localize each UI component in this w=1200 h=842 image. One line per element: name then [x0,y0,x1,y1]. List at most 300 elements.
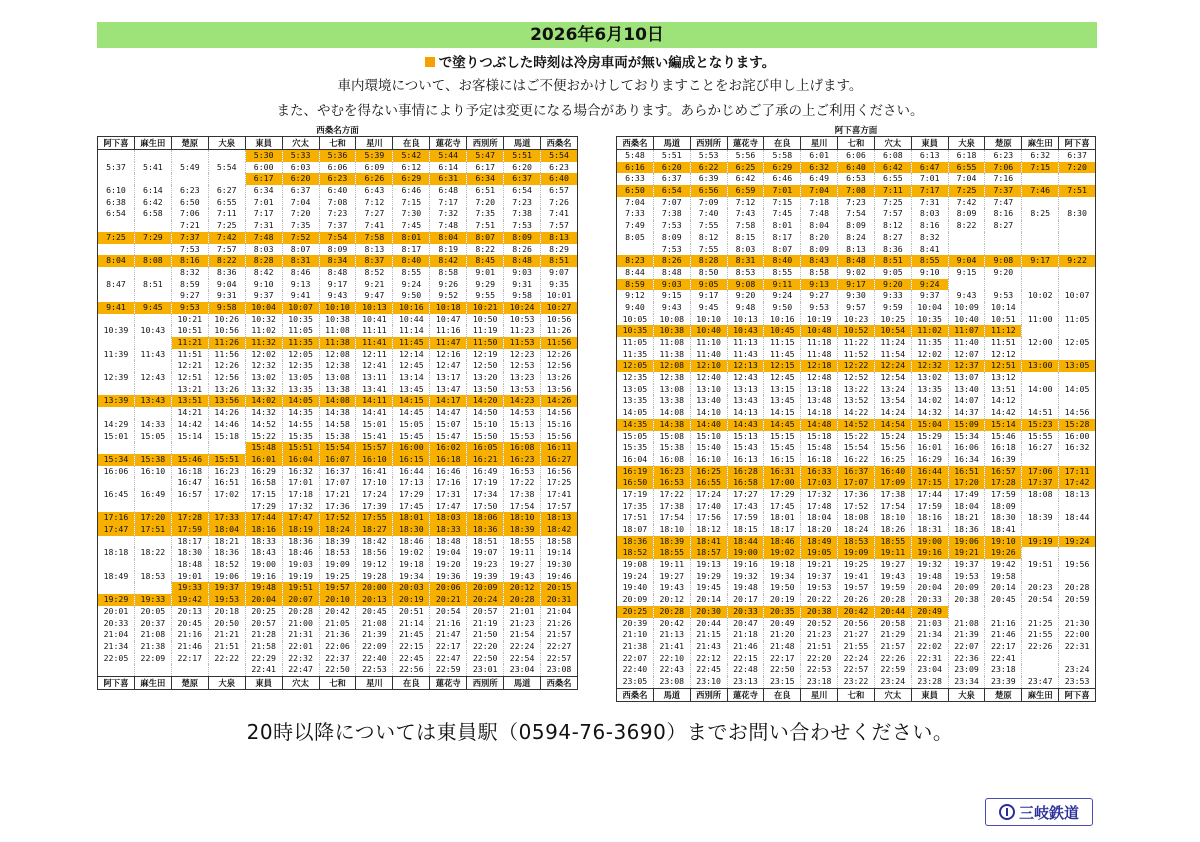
departure-time: 6:14 [134,185,171,197]
departure-time: 23:08 [541,664,578,676]
departure-time: 19:46 [541,571,578,583]
departure-time: 15:07 [430,419,467,431]
departure-time: 20:10 [319,594,356,606]
station-header: 蓮花寺 [727,688,764,701]
departure-time: 15:50 [467,431,504,443]
train-row [98,629,578,641]
departure-time: 20:25 [617,606,654,618]
departure-time: 15:45 [764,442,801,454]
departure-time: 17:28 [171,512,208,524]
departure-time: 22:17 [171,653,208,665]
departure-time: 14:12 [985,395,1022,407]
departure-time: 18:49 [98,571,135,583]
departure-time: 17:02 [208,489,245,501]
departure-time: 14:08 [653,407,690,419]
departure-time: 9:21 [356,279,393,291]
departure-time [98,559,135,571]
departure-time: 7:25 [948,185,985,197]
departure-time [1022,232,1059,244]
departure-time: 7:55 [690,220,727,232]
departure-time: 12:41 [356,360,393,372]
station-header: 東員 [911,688,948,701]
departure-time: 5:58 [764,150,801,162]
departure-time: 8:03 [911,208,948,220]
departure-time: 16:51 [208,477,245,489]
departure-time: 19:16 [911,547,948,559]
departure-time: 14:45 [393,407,430,419]
departure-time: 7:35 [467,208,504,220]
station-header-row [617,137,1096,150]
departure-time [98,173,135,185]
departure-time: 10:04 [245,302,282,314]
departure-time: 6:12 [393,162,430,174]
departure-time: 6:54 [653,185,690,197]
departure-time: 19:59 [874,582,911,594]
departure-time [134,477,171,489]
departure-time: 7:53 [504,220,541,232]
departure-time: 7:07 [653,197,690,209]
departure-time: 8:48 [838,255,875,267]
departure-time: 13:08 [653,384,690,396]
eastbound-timetable [616,136,1096,702]
departure-time: 17:28 [985,477,1022,489]
departure-time: 23:24 [1059,664,1096,676]
departure-time: 12:23 [504,349,541,361]
departure-time: 21:45 [393,629,430,641]
departure-time [1059,302,1096,314]
departure-time: 10:04 [911,302,948,314]
departure-time: 21:55 [1022,629,1059,641]
departure-time: 21:58 [245,641,282,653]
departure-time: 7:57 [874,208,911,220]
departure-time: 18:18 [98,547,135,559]
departure-time: 9:43 [319,290,356,302]
train-row [617,536,1096,548]
departure-time: 13:48 [801,395,838,407]
departure-time: 19:00 [245,559,282,571]
departure-time: 6:47 [911,162,948,174]
departure-time: 12:53 [504,360,541,372]
departure-time: 12:19 [467,349,504,361]
departure-time: 22:06 [319,641,356,653]
departure-time: 7:54 [838,208,875,220]
departure-time: 16:08 [653,454,690,466]
departure-time: 8:58 [430,267,467,279]
departure-time: 10:02 [1022,290,1059,302]
departure-time: 21:57 [541,629,578,641]
departure-time [208,150,245,162]
departure-time: 12:45 [764,372,801,384]
departure-time: 6:29 [393,173,430,185]
departure-time [134,536,171,548]
departure-time: 6:48 [430,185,467,197]
departure-time: 7:25 [874,197,911,209]
departure-time: 22:48 [727,664,764,676]
departure-time: 15:41 [356,431,393,443]
departure-time: 19:01 [171,571,208,583]
departure-time: 10:27 [541,302,578,314]
departure-time: 6:53 [838,173,875,185]
train-row [98,162,578,174]
departure-time: 13:38 [653,395,690,407]
departure-time: 11:16 [430,325,467,337]
departure-time: 15:54 [319,442,356,454]
departure-time: 6:01 [801,150,838,162]
departure-time: 14:55 [282,419,319,431]
departure-time: 8:34 [319,255,356,267]
departure-time: 7:41 [541,208,578,220]
departure-time [208,664,245,676]
departure-time: 8:28 [245,255,282,267]
departure-time: 7:16 [985,173,1022,185]
departure-time: 11:05 [617,337,654,349]
departure-time: 19:16 [245,571,282,583]
departure-time: 21:30 [1059,618,1096,630]
departure-time: 22:53 [356,664,393,676]
train-row [617,197,1096,209]
departure-time: 9:50 [764,302,801,314]
departure-time: 14:15 [764,407,801,419]
departure-time: 11:35 [282,337,319,349]
departure-time: 13:08 [319,372,356,384]
departure-time: 11:38 [653,349,690,361]
departure-time [98,267,135,279]
departure-time: 20:17 [727,594,764,606]
departure-time: 13:51 [985,384,1022,396]
departure-time: 6:27 [208,185,245,197]
departure-time: 18:52 [208,559,245,571]
departure-time: 22:36 [948,653,985,665]
departure-time [1022,524,1059,536]
departure-time: 8:04 [98,255,135,267]
departure-time [98,314,135,326]
departure-time: 6:40 [838,162,875,174]
departure-time: 18:30 [393,524,430,536]
departure-time: 9:30 [838,290,875,302]
departure-time: 19:06 [208,571,245,583]
departure-time: 21:57 [874,641,911,653]
departure-time: 17:18 [282,489,319,501]
departure-time: 12:51 [985,360,1022,372]
departure-time: 20:03 [393,582,430,594]
departure-time: 17:48 [801,501,838,513]
departure-time: 22:15 [393,641,430,653]
departure-time [985,606,1022,618]
company-logo-text: 三岐鉄道 [1018,803,1079,822]
train-row [617,641,1096,653]
departure-time [985,232,1022,244]
departure-time: 17:50 [467,501,504,513]
departure-time: 15:51 [208,454,245,466]
departure-time: 23:09 [948,664,985,676]
departure-time [1022,197,1059,209]
departure-time: 8:12 [874,220,911,232]
train-row [98,653,578,665]
departure-time: 6:29 [764,162,801,174]
departure-time: 17:51 [134,524,171,536]
departure-time: 20:33 [98,618,135,630]
departure-time: 11:48 [801,349,838,361]
departure-time: 14:23 [504,395,541,407]
train-row [98,454,578,466]
station-header: 穴太 [874,688,911,701]
departure-time: 19:33 [134,594,171,606]
departure-time: 17:52 [838,501,875,513]
station-header: 星川 [356,137,393,150]
departure-time: 9:04 [208,279,245,291]
company-logo-icon [999,804,1015,820]
departure-time: 11:26 [208,337,245,349]
departure-time: 8:07 [467,232,504,244]
departure-time: 19:05 [801,547,838,559]
departure-time: 14:41 [356,407,393,419]
departure-time: 10:19 [801,314,838,326]
departure-time: 6:17 [467,162,504,174]
departure-time: 16:55 [690,477,727,489]
departure-time: 23:28 [911,676,948,688]
departure-time: 19:29 [98,594,135,606]
departure-time: 5:39 [356,150,393,162]
departure-time: 7:21 [171,220,208,232]
departure-time: 18:12 [690,524,727,536]
departure-time: 15:34 [98,454,135,466]
train-row [617,185,1096,197]
train-row [617,220,1096,232]
departure-time: 18:16 [911,512,948,524]
departure-time: 9:24 [764,290,801,302]
departure-time: 9:03 [504,267,541,279]
departure-time: 9:15 [948,267,985,279]
departure-time [1022,653,1059,665]
departure-time: 19:58 [985,571,1022,583]
departure-time: 14:35 [282,407,319,419]
departure-time: 20:01 [98,606,135,618]
departure-time: 11:52 [838,349,875,361]
departure-time: 17:45 [393,501,430,513]
departure-time [1022,571,1059,583]
departure-time: 20:52 [801,618,838,630]
departure-time: 7:15 [393,197,430,209]
train-row [617,279,1096,291]
departure-time: 9:31 [504,279,541,291]
train-row [98,290,578,302]
departure-time: 16:25 [690,466,727,478]
departure-time: 12:18 [801,360,838,372]
departure-time: 8:07 [764,244,801,256]
departure-time: 19:27 [653,571,690,583]
departure-time: 19:37 [208,582,245,594]
departure-time: 17:49 [948,489,985,501]
departure-time: 12:54 [874,372,911,384]
departure-time: 8:12 [690,232,727,244]
departure-time: 6:32 [1022,150,1059,162]
departure-time [208,501,245,513]
train-row [617,524,1096,536]
departure-time [98,477,135,489]
departure-time: 22:50 [467,653,504,665]
departure-time: 18:48 [171,559,208,571]
departure-time [98,244,135,256]
departure-time: 11:39 [98,349,135,361]
departure-time: 7:20 [1059,162,1096,174]
departure-time: 9:43 [948,290,985,302]
departure-time: 22:57 [838,664,875,676]
departure-time: 5:36 [319,150,356,162]
departure-time: 22:57 [541,653,578,665]
departure-time: 9:41 [98,302,135,314]
departure-time: 16:28 [727,466,764,478]
departure-time: 17:32 [801,489,838,501]
departure-time: 7:38 [653,208,690,220]
departure-time: 9:10 [245,279,282,291]
departure-time: 9:47 [356,290,393,302]
departure-time [1022,220,1059,232]
departure-time: 5:49 [171,162,208,174]
departure-time: 8:27 [874,232,911,244]
train-row [98,547,578,559]
departure-time: 15:23 [1022,419,1059,431]
departure-time: 18:44 [1059,512,1096,524]
departure-time: 19:00 [727,547,764,559]
departure-time: 9:57 [838,302,875,314]
departure-time: 13:11 [356,372,393,384]
departure-time: 20:19 [393,594,430,606]
departure-time: 9:12 [617,290,654,302]
departure-time: 16:32 [282,466,319,478]
departure-time: 6:10 [98,185,135,197]
station-header: 阿下喜 [1059,688,1096,701]
departure-time: 17:09 [874,477,911,489]
departure-time: 20:18 [208,606,245,618]
departure-time: 16:19 [617,466,654,478]
station-footer-row [98,676,578,689]
departure-time: 10:10 [690,314,727,326]
departure-time: 12:52 [838,372,875,384]
departure-time: 17:37 [1022,477,1059,489]
departure-time: 10:50 [467,314,504,326]
departure-time: 7:04 [282,197,319,209]
departure-time [1059,547,1096,559]
departure-time: 7:48 [430,220,467,232]
departure-time: 21:14 [393,618,430,630]
train-row [98,395,578,407]
station-header: 楚原 [171,137,208,150]
departure-time: 20:54 [1022,594,1059,606]
departure-time: 20:42 [838,606,875,618]
departure-time: 8:41 [911,244,948,256]
departure-time: 7:09 [690,197,727,209]
departure-time: 7:37 [171,232,208,244]
departure-time [1022,395,1059,407]
departure-time: 18:46 [282,547,319,559]
train-row [98,524,578,536]
departure-time: 22:47 [282,664,319,676]
departure-time: 21:05 [319,618,356,630]
station-header: 西別所 [690,688,727,701]
departure-time: 6:46 [764,173,801,185]
departure-time: 17:00 [764,477,801,489]
departure-time: 10:51 [171,325,208,337]
departure-time: 12:24 [874,360,911,372]
departure-time: 21:25 [1022,618,1059,630]
departure-time: 11:54 [874,349,911,361]
departure-time: 10:21 [467,302,504,314]
departure-time: 11:10 [690,337,727,349]
departure-time [134,244,171,256]
departure-time: 20:28 [653,606,690,618]
departure-time: 5:51 [653,150,690,162]
departure-time: 7:51 [1059,185,1096,197]
departure-time [1022,279,1059,291]
departure-time: 8:44 [617,267,654,279]
train-row [98,466,578,478]
departure-time: 17:41 [541,489,578,501]
departure-time: 7:33 [617,208,654,220]
departure-time: 10:05 [617,314,654,326]
departure-time: 7:23 [504,197,541,209]
departure-time: 12:39 [98,372,135,384]
train-row [617,244,1096,256]
departure-time: 8:22 [948,220,985,232]
departure-time: 10:32 [245,314,282,326]
departure-time: 6:33 [617,173,654,185]
departure-time: 16:39 [985,454,1022,466]
departure-time: 10:48 [801,325,838,337]
departure-time: 16:27 [1022,442,1059,454]
departure-time [98,664,135,676]
departure-time: 6:58 [134,208,171,220]
departure-time: 18:04 [948,501,985,513]
departure-time: 14:51 [1022,407,1059,419]
departure-time: 20:59 [1059,594,1096,606]
departure-time: 11:07 [948,325,985,337]
departure-time: 22:50 [764,664,801,676]
departure-time: 12:05 [282,349,319,361]
departure-time: 19:42 [171,594,208,606]
departure-time: 22:53 [801,664,838,676]
departure-time: 10:09 [948,302,985,314]
departure-time: 17:13 [393,477,430,489]
departure-time [1059,372,1096,384]
train-row [98,664,578,676]
departure-time: 9:17 [838,279,875,291]
departure-time: 8:17 [393,244,430,256]
train-row [617,208,1096,220]
departure-time: 6:42 [134,197,171,209]
departure-time: 10:40 [690,325,727,337]
departure-time: 19:11 [504,547,541,559]
departure-time: 9:53 [801,302,838,314]
departure-time: 6:49 [801,173,838,185]
departure-time [134,582,171,594]
departure-time: 14:45 [764,419,801,431]
departure-time: 10:01 [541,290,578,302]
departure-time: 16:40 [874,466,911,478]
departure-time: 17:16 [98,512,135,524]
departure-time: 9:08 [727,279,764,291]
station-header: 蓮花寺 [430,676,467,689]
departure-time: 9:26 [430,279,467,291]
station-header: 七和 [838,688,875,701]
departure-time: 18:09 [985,501,1022,513]
departure-time: 18:13 [1059,489,1096,501]
departure-time: 8:09 [504,232,541,244]
departure-time: 19:50 [764,582,801,594]
departure-time: 10:26 [208,314,245,326]
departure-time: 15:05 [393,419,430,431]
train-row [617,232,1096,244]
departure-time: 7:57 [541,220,578,232]
